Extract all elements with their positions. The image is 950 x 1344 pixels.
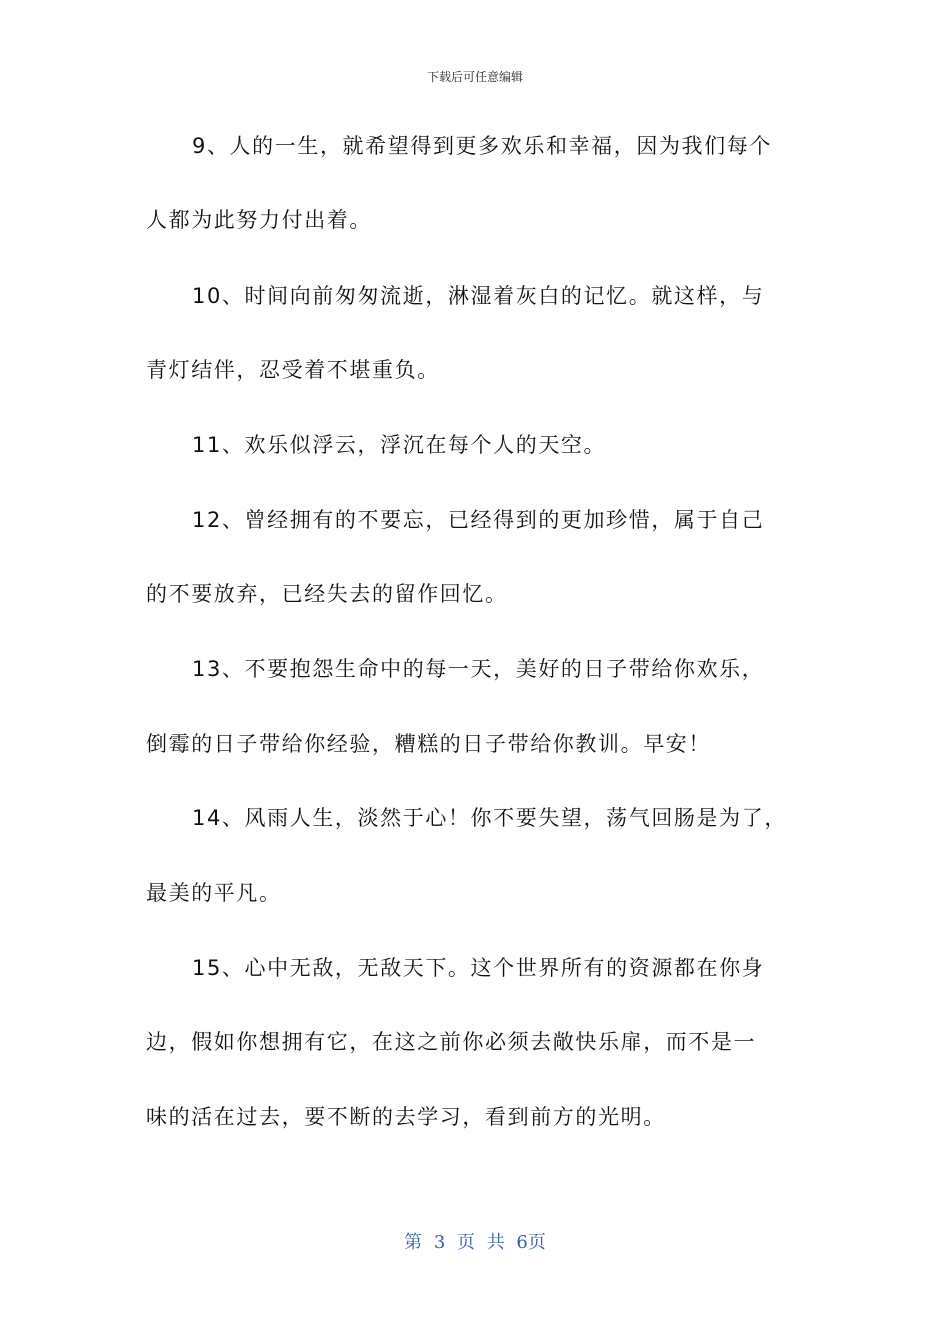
paragraph-11-line-1: 11、欢乐似浮云，浮沉在每个人的天空。 <box>192 433 607 457</box>
paragraph-13-line-1: 13、不要抱怨生命中的每一天，美好的日子带给你欢乐， <box>192 657 765 681</box>
paragraph-15-line-2: 边，假如你想拥有它，在这之前你必须去敞快乐扉，而不是一 <box>146 1030 757 1054</box>
page-number-footer: 第 3 页 共 6页 <box>404 1232 546 1253</box>
paragraph-15-line-3: 味的活在过去，要不断的去学习，看到前方的光明。 <box>146 1105 666 1129</box>
paragraph-14-line-1: 14、风雨人生，淡然于心！你不要失望，荡气回肠是为了， <box>192 806 787 830</box>
paragraph-10-line-2: 青灯结伴，忍受着不堪重负。 <box>146 358 440 382</box>
paragraph-9-line-1: 9、人的一生，就希望得到更多欢乐和幸福，因为我们每个 <box>192 134 772 158</box>
paragraph-14-line-2: 最美的平凡。 <box>146 881 282 905</box>
paragraph-12-line-1: 12、曾经拥有的不要忘，已经得到的更加珍惜，属于自己 <box>192 508 765 532</box>
page-header: 下载后可任意编辑 <box>426 70 523 84</box>
paragraph-12-line-2: 的不要放弃，已经失去的留作回忆。 <box>146 582 508 606</box>
paragraph-10-line-1: 10、时间向前匆匆流逝，淋湿着灰白的记忆。就这样，与 <box>192 284 765 308</box>
paragraph-13-line-2: 倒霉的日子带给你经验，糟糕的日子带给你教训。早安！ <box>146 732 711 756</box>
paragraph-9-line-2: 人都为此努力付出着。 <box>146 208 372 232</box>
paragraph-15-line-1: 15、心中无敌，无敌天下。这个世界所有的资源都在你身 <box>192 956 765 980</box>
